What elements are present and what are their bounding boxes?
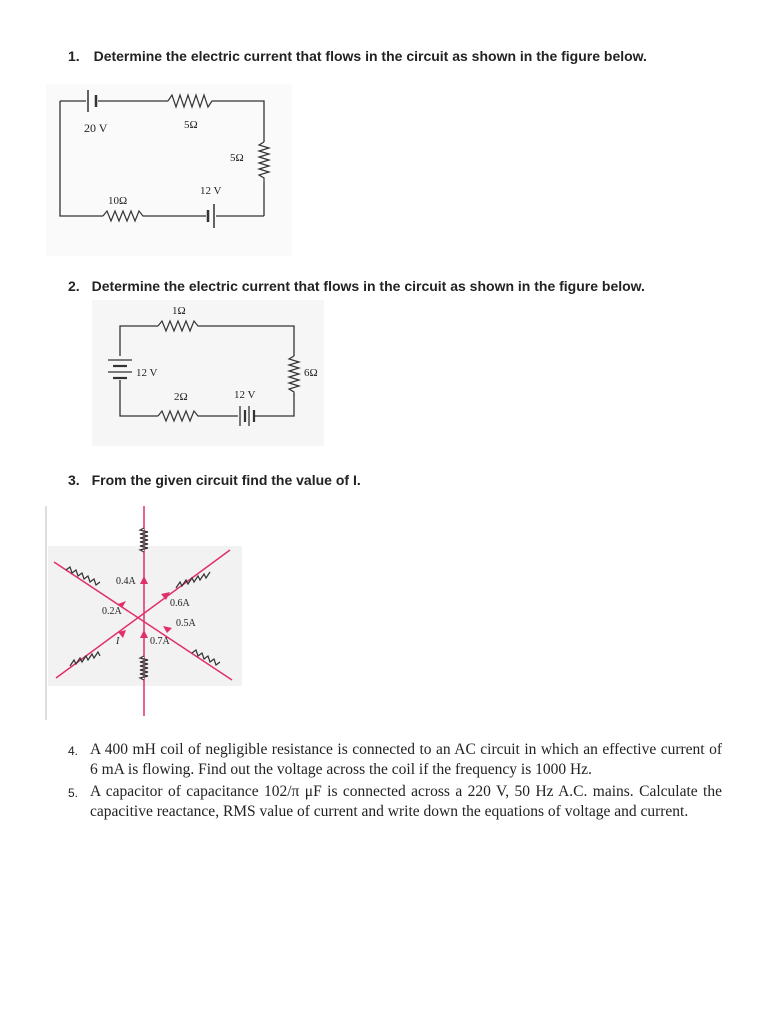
question-number: 4. — [68, 744, 79, 758]
label-resistor-top: 5Ω — [184, 119, 198, 131]
question-text: A capacitor of capacitance 102/π μF is connected across a 220 V, 50 Hz A.C. mains. Calculate the capacitive reactance, RMS value of current and write down the equations of voltage and current. — [90, 783, 722, 820]
question-text: A 400 mH coil of negligible resistance is connected to an AC circuit in which an effective current of 6 mA is flowing. Find out the voltage across the coil if the frequency is 1000 Hz. — [90, 741, 722, 778]
question-text: Determine the electric current that flows in the circuit as shown in the figure below. — [93, 48, 647, 64]
label-current-i: I — [116, 636, 120, 647]
label-current-0.6a: 0.6A — [170, 598, 190, 609]
question-5 — [68, 782, 722, 822]
question-list-serif — [68, 740, 722, 822]
label-battery-bottom: 12 V — [234, 389, 256, 401]
label-resistor-right: 6Ω — [304, 367, 318, 379]
circuit-figure-1 — [46, 84, 292, 256]
question-number: 3. — [68, 472, 80, 488]
label-resistor-bottom: 10Ω — [108, 195, 128, 207]
circuit-figure-2 — [92, 300, 324, 446]
question-3 — [68, 472, 361, 488]
label-current-0.2a: 0.2A — [102, 606, 122, 617]
question-2 — [68, 278, 645, 294]
label-current-0.7a: 0.7A — [150, 636, 170, 647]
label-battery-12v: 12 V — [200, 185, 222, 197]
label-current-0.4a: 0.4A — [116, 576, 136, 587]
label-current-0.5a: 0.5A — [176, 618, 196, 629]
label-battery-20v: 20 V — [84, 121, 108, 135]
current-junction-figure — [44, 506, 244, 722]
question-4 — [68, 740, 722, 780]
label-resistor-top: 1Ω — [172, 305, 186, 317]
label-resistor-right: 5Ω — [230, 152, 244, 164]
question-1 — [68, 48, 647, 64]
label-resistor-bottom: 2Ω — [174, 391, 188, 403]
question-number: 1. — [68, 48, 80, 64]
question-number: 2. — [68, 278, 80, 294]
question-number: 5. — [68, 786, 79, 800]
question-text: From the given circuit find the value of I. — [91, 472, 361, 488]
label-battery-left: 12 V — [136, 367, 158, 379]
question-text: Determine the electric current that flows in the circuit as shown in the figure below. — [91, 278, 645, 294]
